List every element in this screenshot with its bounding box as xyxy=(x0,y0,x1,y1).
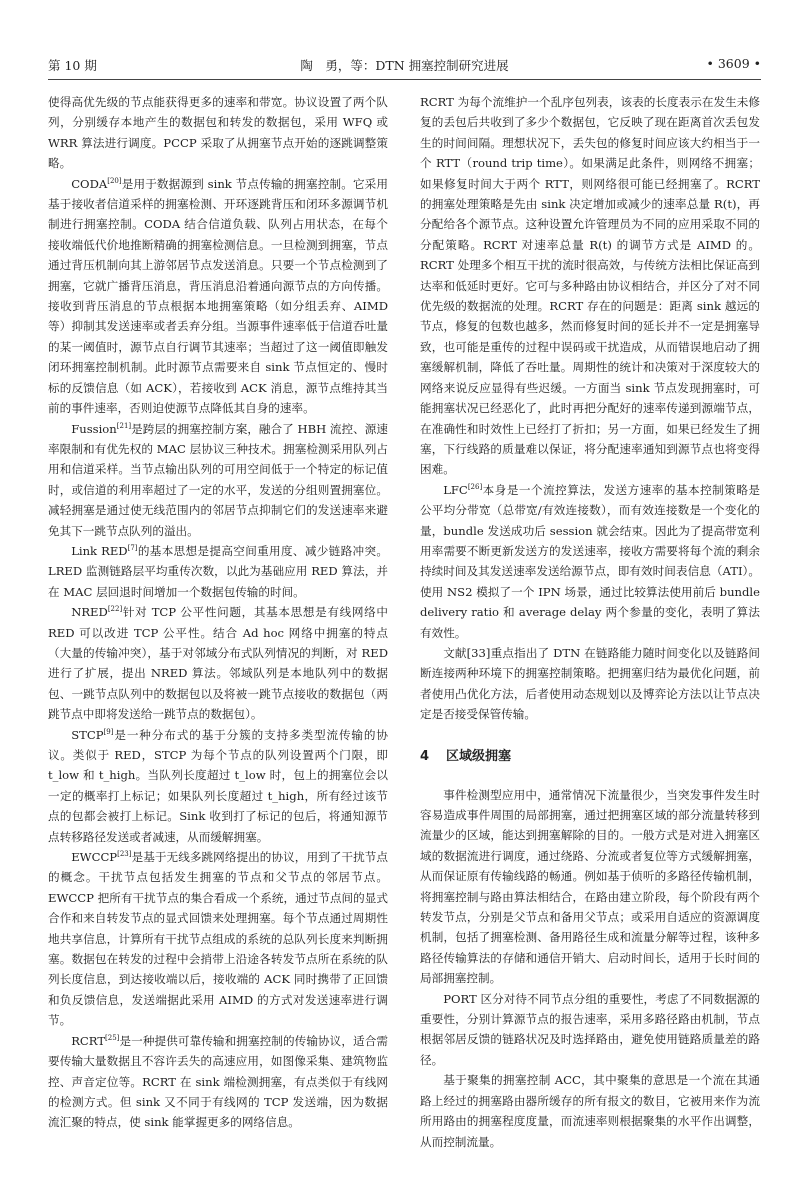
citation-ref: [26] xyxy=(467,482,483,491)
paragraph-lead: NRED xyxy=(71,605,108,620)
citation-ref: [20] xyxy=(107,176,122,185)
paragraph xyxy=(48,847,388,1031)
page-number: • 3609 • xyxy=(706,56,761,71)
paragraph-text: 是基于无线多跳网络提出的协议，用到了干扰节点的概念。干扰节点包括发生拥塞的节点和父节点的邻居节点。EWCCP 把所有干扰节点的集合看成一个系统，通过节点间的显式合作和来自转发节点的显式回馈来处理拥塞。每个节点通过周期性地共享信息，计算所有干扰节点组成的系统的总队列长度来判断拥塞。数据包在转发的过程中会捎带上沿途各转发节点所在系统的队列长度信息，到达接收端以后，接收端的 ACK 同时携带了正回馈和负反馈信息，发送端据此采用 AIMD 的方式对发送速率进行调节。 xyxy=(48,850,388,1028)
citation-ref: [25] xyxy=(105,1033,120,1042)
header-rule xyxy=(48,79,761,80)
citation-ref: [7] xyxy=(127,544,138,553)
section-title: 区域级拥塞 xyxy=(446,748,512,764)
paragraph-lead: Link RED xyxy=(71,543,128,558)
running-title: 陶 勇，等：DTN 拥塞控制研究进展 xyxy=(300,58,509,73)
paragraph-lead: RCRT xyxy=(71,1033,106,1048)
paragraph-lead: STCP xyxy=(71,727,104,742)
paragraph-text: PORT 区分对待不同节点分组的重要性，考虑了不同数据源的重要性，分别计算源节点的报告速率，采用多路径路由机制，节点根据邻居反馈的链路状况及时选择路由，避免使用链路质量差的路径。 xyxy=(420,991,760,1067)
paragraph-lead: CODA xyxy=(71,176,108,191)
paragraph-text: 针对 TCP 公平性问题，其基本思想是有线网络中 RED 可以改进 TCP 公平性。结合 Ad hoc 网络中拥塞的特点（大量的传输冲突），基于对邻域分布式队列情况的判断，对 RED 进行了扩展，提出 NRED 算法。邻域队列是本地队列中的数据包、一跳节点队列中的数据包以及将被一跳节点接收的数据包（两跳节点中即将发送给一跳节点的数据包）。 xyxy=(48,605,388,722)
paragraph xyxy=(420,989,760,1071)
paragraph xyxy=(420,1070,760,1152)
running-header xyxy=(48,56,761,76)
paragraph-text: 的基本思想是提高空间重用度、减少链路冲突。LRED 监测链路层平均重传次数，以此为基础应用 RED 算法，并在 MAC 层回退时间增加一个数据包传输的时间。 xyxy=(48,543,388,599)
paragraph xyxy=(420,785,760,989)
paragraph-text: 使得高优先级的节点能获得更多的速率和带宽。协议设置了两个队列，分别缓存本地产生的数据包和转发的数据包，采用 WFQ 或 WRR 算法进行调度。PCCP 采取了从拥塞节点开始的逐跳调整策略。 xyxy=(48,95,388,171)
paragraph xyxy=(420,643,760,725)
paragraph xyxy=(420,480,760,643)
paragraph-text: 是跨层的拥塞控制方案，融合了 HBH 流控、源速率限制和有优先权的 MAC 层协议三种技术。拥塞检测采用队列占用和信道采样。当节点输出队列的可用空间低于一个特定的标记值时，或信道的利用率超过了一定的水平，发送的分组则置拥塞位。减轻拥塞是通过使无线范围内的邻居节点抑制它们的发送速率来避免其下一跳节点队列的溢出。 xyxy=(48,421,388,538)
paragraph xyxy=(48,174,388,419)
citation-ref: [22] xyxy=(107,605,123,614)
paragraph xyxy=(48,1031,388,1133)
section-heading xyxy=(420,747,760,767)
paragraph-lead: Fussion xyxy=(71,421,117,436)
citation-ref: [21] xyxy=(116,421,132,430)
citation-ref: [23] xyxy=(117,850,132,859)
right-column xyxy=(420,92,760,1152)
paragraph xyxy=(420,92,760,480)
paragraph-text: 是一种提供可靠传输和拥塞控制的传输协议，适合需要传输大量数据且不容许丢失的高速应用，如图像采集、建筑物监控、声音定位等。RCRT 在 sink 端检测拥塞，有点类似于有线网的检测方式。但 sink 又不同于有线网的 TCP 发送端，因为数据流汇聚的特点，使 sink 能掌握更多的网络信息。 xyxy=(48,1033,388,1130)
paragraph-text: 事件检测型应用中，通常情况下流量很少，当突发事件发生时容易造成事件周围的局部拥塞，通过把拥塞区域的部分流量转移到流量少的区域，能达到拥塞解除的目的。一般方式是对进入拥塞区域的数据流进行调度，通过绕路、分流或者复位等方式缓解拥塞，从而保证原有传输线路的畅通。例如基于侦听的多路径传输机制，将拥塞控制与路由算法相结合，在路由建立阶段，每个阶段有两个转发节点，分别是父节点和备用父节点；或采用自适应的资源调度机制，包括了拥塞检测、备用路径生成和流量分解等过程，该种多路径传输算法的存储和通信开销大、启动时间长，适用于长时间的局部拥塞控制。 xyxy=(420,787,760,986)
paragraph xyxy=(48,419,388,541)
paragraph xyxy=(48,725,388,847)
paragraph-lead: LFC xyxy=(443,482,468,497)
paragraph-text: 是一种分布式的基于分簇的支持多类型流传输的协议。类似于 RED，STCP 为每个节点的队列设置两个门限，即 t_low 和 t_high。当队列长度超过 t_low 时，包上的拥塞位会以一定的概率打上标记；如果队列长度超过 t_high，所有经过该节点的包都会被打上标记。Sink 收到打了标记的包后，将通知源节点转移路径发送或者减速，从而缓解拥塞。 xyxy=(48,727,388,844)
section-number: 4 xyxy=(420,748,430,764)
paragraph-text: 是用于数据源到 sink 节点传输的拥塞控制。它采用基于接收者信道采样的拥塞检测、开环逐跳背压和闭环多源调节机制进行拥塞控制。CODA 结合信道负载、队列占用状态，在每个接收端低代价地推断精确的拥塞检测信息。一旦检测到拥塞，节点通过背压机制向其上游邻居节点发送消息。只要一个节点检测到了拥塞，它就广播背压消息，背压消息沿着通向源节点的方向传播。接收到背压消息的节点根据本地拥塞策略（如分组丢弃、AIMD 等）抑制其发送速率或者丢弃分组。当源事件速率低于信道吞吐量的某一阈值时，源节点自行调节其速率；当超过了这一阈值即触发闭环拥塞控制机制。此时源节点需要来自 sink 节点恒定的、慢时标的反馈信息（如 ACK），若接收到 ACK 消息，源节点维持其当前的事件速率，否则迫使源节点降低其自身的速率。 xyxy=(48,176,388,416)
paragraph-text: 本身是一个流控算法，发送方速率的基本控制策略是公平均分带宽（总带宽/有效连接数），而有效连接数是一个变化的量，bundle 发送成功后 session 就会结束。因此为了提高带宽利用率需要不断更新发送方的发送速率，接收方需要将每个流的剩余持续时间及其发送速率发送给源节点，即有效时间表信息（ATI）。使用 NS2 模拟了一个 IPN 场景，通过比较算法使用前后 bundle delivery ratio 和 average delay 两个参量的变化，表明了算法有效性。 xyxy=(420,482,760,640)
paragraph-text: 重点指出了 DTN 在链路能力随时间变化以及链路间断连接两种环境下的拥塞控制策略。把拥塞归结为最优化问题，前者使用凸优化方法，后者使用动态规划以及博弈论方法以让节点决定是否接受保管传输。 xyxy=(420,645,760,722)
left-column xyxy=(48,92,388,1133)
paragraph-text: RCRT 为每个流维护一个乱序包列表，该表的长度表示在发生未修复的丢包后共收到了多少个数据包，它反映了现在距离首次丢包发生的时间间隔。理想状况下，丢失包的修复时间应该大约相当于一个 RTT（round trip time）。如果满足此条件，则网络不拥塞；如果修复时间大于两个 RTT，则网络很可能已经拥塞了。RCRT 的拥塞处理策略是先由 sink 决定增加或减少的速率总量 R(t)，再分配给各个源节点。这种设置允许管理员为不同的应用采取不同的分配策略。RCRT 对速率总量 R(t) 的调节方式是 AIMD 的。RCRT 处理多个相互干扰的流时很高效，与传统方法相比保证高到达率和低延时更好。它可与多种路由协议相结合，并区分了对不同优先级的数据流的处理。RCRT 存在的问题是：距离 sink 越远的节点，修复的包数也越多，然而修复时间的延长并不一定是拥塞导致，也可能是重传的过程中误码或干扰造成，从而错误地启动了拥塞缓解机制，降低了吞吐量。周期性的统计和决策对于深度较大的网络来说反应显得有些迟缓。一方面当 sink 节点发现拥塞时，可能拥塞状况已经恶化了，此时再把分配好的速率传递到源端节点，在准确性和时效性上已经打了折扣；另一方面，如果已经发生了拥塞，下行线路的质量难以保证，将分配速率通知到源节点也将变得困难。 xyxy=(420,95,760,477)
paragraph-lead: EWCCP xyxy=(71,850,118,865)
citation-ref: [9] xyxy=(103,727,114,736)
paragraph xyxy=(48,92,388,174)
paragraph-text: 基于聚集的拥塞控制 ACC，其中聚集的意思是一个流在其通路上经过的拥塞路由器所缓存的所有报文的数目，它被用来作为流所用路由的拥塞程度度量，而流速率则根据聚集的水平作出调整，从而控制流量。 xyxy=(420,1073,760,1149)
paragraph-lead: 文献[33] xyxy=(443,645,491,660)
paragraph xyxy=(48,602,388,724)
issue-number: 第 10 期 xyxy=(48,58,97,73)
paragraph xyxy=(48,541,388,602)
